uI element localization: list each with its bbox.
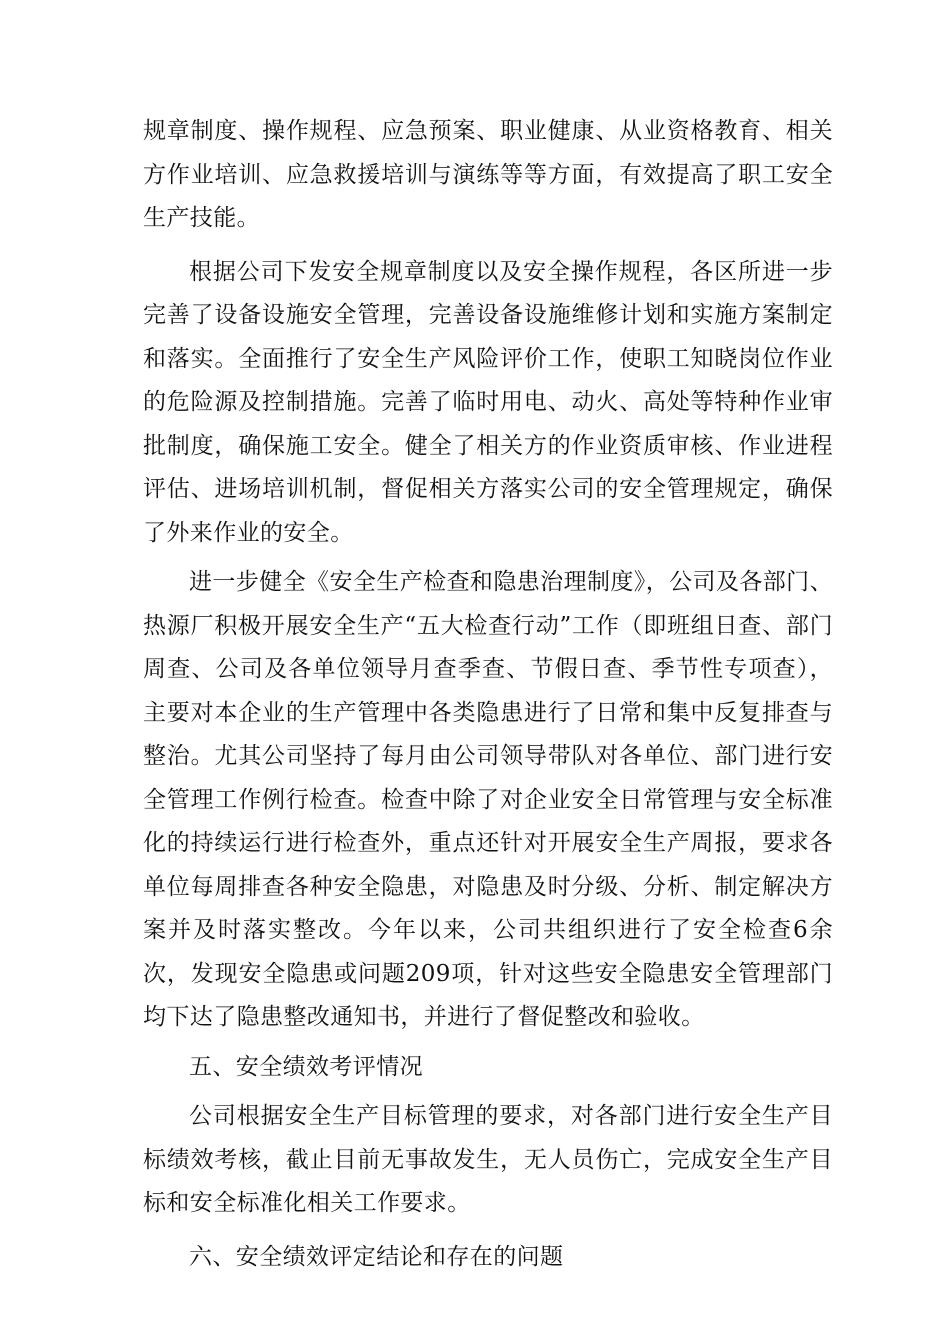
paragraph-continuation-training: 规章制度、操作规程、应急预案、职业健康、从业资格教育、相关方作业培训、应急救援培训与演练等等方面，有效提高了职工安全生产技能。 — [143, 118, 833, 231]
section-heading-five: 五、安全绩效考评情况 — [189, 1053, 423, 1080]
section-heading-six: 六、安全绩效评定结论和存在的问题 — [189, 1243, 564, 1270]
document-body — [143, 110, 833, 1279]
paragraph-performance-assessment: 公司根据安全生产目标管理的要求，对各部门进行安全生产目标绩效考核，截止目前无事故发生，无人员伤亡，完成安全生产目标和安全标准化相关工作要求。 — [143, 1103, 833, 1216]
paragraph-gap — [143, 241, 833, 251]
paragraph-gap — [143, 1226, 833, 1236]
paragraph-inspection: 进一步健全《安全生产检查和隐患治理制度》，公司及各部门、热源厂积极开展安全生产“五大检查行动”工作（即班组日查、部门周查、公司及各单位领导月查季查、节假日查、季节性专项查），主要对本企业的生产管理中各类隐患进行了日常和集中反复排查与整治。尤其公司坚持了每月由公司领导带队对各单位、部门进行安全管理工作例行检查。检查中除了对企业安全日常管理与安全标准化的持续运行进行检查外，重点还针对开展安全生产周报，要求各单位每周排查各种安全隐患，对隐患及时分级、分析、制定解决方案并及时落实整改。今年以来，公司共组织进行了安全检查6余次，发现安全隐患或问题209项，针对这些安全隐患安全管理部门均下达了隐患整改通知书，并进行了督促整改和验收。 — [143, 569, 833, 1030]
paragraph-equipment-safety: 根据公司下发安全规章制度以及安全操作规程，各区所进一步完善了设备设施安全管理，完善设备设施维修计划和实施方案制定和落实。全面推行了安全生产风险评价工作，使职工知晓岗位作业的危险源及控制措施。完善了临时用电、动火、高处等特种作业审批制度，确保施工安全。健全了相关方的作业资质审核、作业进程评估、进场培训机制，督促相关方落实公司的安全管理规定，确保了外来作业的安全。 — [143, 258, 833, 546]
